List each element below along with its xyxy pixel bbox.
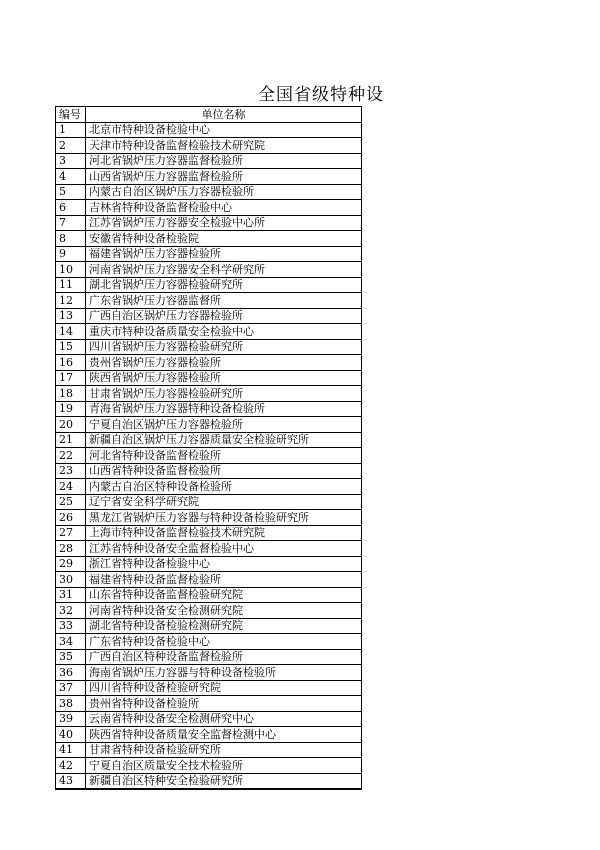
table-row: [56, 401, 362, 417]
row-number-cell: 10: [56, 262, 86, 278]
row-number-cell: 7: [56, 215, 86, 231]
table-row: [56, 308, 362, 324]
institution-name-cell: 湖北省特种设备检验检测研究院: [86, 618, 362, 634]
institution-name-cell: 福建省锅炉压力容器检验所: [86, 246, 362, 262]
row-number-cell: 3: [56, 153, 86, 169]
table-row: [56, 494, 362, 510]
row-number-cell: 25: [56, 494, 86, 510]
row-number-cell: 33: [56, 618, 86, 634]
table-row: [56, 417, 362, 433]
table-row: [56, 432, 362, 448]
institution-name-cell: 青海省锅炉压力容器特种设备检验所: [86, 401, 362, 417]
table-row: [56, 246, 362, 262]
row-number-cell: 19: [56, 401, 86, 417]
table-row: [56, 231, 362, 247]
row-number-cell: 28: [56, 541, 86, 557]
table-row: [56, 200, 362, 216]
table-row: [56, 122, 362, 138]
institution-table: [55, 106, 362, 790]
row-number-cell: 9: [56, 246, 86, 262]
table-row: [56, 649, 362, 665]
row-number-cell: 36: [56, 665, 86, 681]
institution-name-cell: 天津市特种设备监督检验技术研究院: [86, 138, 362, 154]
table-row: [56, 556, 362, 572]
institution-name-cell: 贵州省特种设备检验所: [86, 696, 362, 712]
table-row: [56, 665, 362, 681]
row-number-cell: 24: [56, 479, 86, 495]
row-number-cell: 41: [56, 742, 86, 758]
table-row: [56, 541, 362, 557]
institution-name-cell: 山西省锅炉压力容器监督检验所: [86, 169, 362, 185]
table-body: [56, 122, 362, 789]
row-number-cell: 15: [56, 339, 86, 355]
row-number-cell: 13: [56, 308, 86, 324]
institution-name-cell: 宁夏自治区质量安全技术检验所: [86, 758, 362, 774]
institution-name-cell: 四川省特种设备检验研究院: [86, 680, 362, 696]
table-row: [56, 169, 362, 185]
institution-name-cell: 浙江省特种设备检验中心: [86, 556, 362, 572]
row-number-cell: 43: [56, 773, 86, 789]
institution-name-cell: 江苏省锅炉压力容器安全检验中心所: [86, 215, 362, 231]
row-number-cell: 21: [56, 432, 86, 448]
table-row: [56, 773, 362, 789]
row-number-cell: 34: [56, 634, 86, 650]
institution-name-cell: 内蒙古自治区特种设备检验所: [86, 479, 362, 495]
institution-name-cell: 安徽省特种设备检验院: [86, 231, 362, 247]
table-row: [56, 215, 362, 231]
institution-name-cell: 福建省特种设备监督检验所: [86, 572, 362, 588]
table-row: [56, 138, 362, 154]
institution-name-cell: 河北省特种设备监督检验所: [86, 448, 362, 464]
institution-name-cell: 甘肃省特种设备检验研究所: [86, 742, 362, 758]
column-header-name: 单位名称: [86, 107, 362, 123]
row-number-cell: 37: [56, 680, 86, 696]
table-row: [56, 262, 362, 278]
table-row: [56, 324, 362, 340]
institution-name-cell: 湖北省锅炉压力容器检验研究所: [86, 277, 362, 293]
table-row: [56, 618, 362, 634]
institution-name-cell: 贵州省锅炉压力容器检验所: [86, 355, 362, 371]
table-row: [56, 742, 362, 758]
institution-name-cell: 吉林省特种设备监督检验中心: [86, 200, 362, 216]
institution-name-cell: 陕西省锅炉压力容器检验所: [86, 370, 362, 386]
table-row: [56, 758, 362, 774]
table-row: [56, 479, 362, 495]
row-number-cell: 30: [56, 572, 86, 588]
row-number-cell: 6: [56, 200, 86, 216]
table-row: [56, 634, 362, 650]
institution-name-cell: 甘肃省锅炉压力容器检验研究所: [86, 386, 362, 402]
row-number-cell: 38: [56, 696, 86, 712]
institution-name-cell: 黑龙江省锅炉压力容器与特种设备检验研究所: [86, 510, 362, 526]
row-number-cell: 14: [56, 324, 86, 340]
row-number-cell: 8: [56, 231, 86, 247]
institution-name-cell: 海南省锅炉压力容器与特种设备检验所: [86, 665, 362, 681]
institution-name-cell: 河北省锅炉压力容器监督检验所: [86, 153, 362, 169]
row-number-cell: 32: [56, 603, 86, 619]
table-header-row: [56, 107, 362, 123]
table-row: [56, 711, 362, 727]
institution-name-cell: 四川省锅炉压力容器检验研究所: [86, 339, 362, 355]
table-row: [56, 293, 362, 309]
table-row: [56, 463, 362, 479]
row-number-cell: 42: [56, 758, 86, 774]
institution-name-cell: 河南省特种设备安全检测研究院: [86, 603, 362, 619]
institution-name-cell: 内蒙古自治区锅炉压力容器检验所: [86, 184, 362, 200]
table-row: [56, 603, 362, 619]
institution-name-cell: 河南省锅炉压力容器安全科学研究所: [86, 262, 362, 278]
table-row: [56, 339, 362, 355]
institution-name-cell: 云南省特种设备安全检测研究中心: [86, 711, 362, 727]
row-number-cell: 16: [56, 355, 86, 371]
institution-name-cell: 山西省特种设备监督检验所: [86, 463, 362, 479]
table-row: [56, 370, 362, 386]
table-row: [56, 386, 362, 402]
institution-name-cell: 重庆市特种设备质量安全检验中心: [86, 324, 362, 340]
row-number-cell: 40: [56, 727, 86, 743]
table-row: [56, 277, 362, 293]
row-number-cell: 27: [56, 525, 86, 541]
table-row: [56, 525, 362, 541]
institution-name-cell: 宁夏自治区锅炉压力容器检验所: [86, 417, 362, 433]
institution-name-cell: 广东省特种设备检验中心: [86, 634, 362, 650]
row-number-cell: 17: [56, 370, 86, 386]
row-number-cell: 29: [56, 556, 86, 572]
row-number-cell: 12: [56, 293, 86, 309]
institution-name-cell: 辽宁省安全科学研究院: [86, 494, 362, 510]
table-row: [56, 448, 362, 464]
institution-name-cell: 江苏省特种设备安全监督检验中心: [86, 541, 362, 557]
row-number-cell: 18: [56, 386, 86, 402]
page-title: 全国省级特种设: [258, 85, 384, 105]
table-row: [56, 587, 362, 603]
row-number-cell: 23: [56, 463, 86, 479]
row-number-cell: 5: [56, 184, 86, 200]
row-number-cell: 1: [56, 122, 86, 138]
institution-name-cell: 山东省特种设备监督检验研究院: [86, 587, 362, 603]
column-header-number: 编号: [56, 107, 86, 123]
row-number-cell: 26: [56, 510, 86, 526]
row-number-cell: 2: [56, 138, 86, 154]
table-row: [56, 184, 362, 200]
institution-name-cell: 新疆自治区锅炉压力容器质量安全检验研究所: [86, 432, 362, 448]
institution-name-cell: 广西自治区特种设备监督检验所: [86, 649, 362, 665]
institution-name-cell: 广东省锅炉压力容器监督所: [86, 293, 362, 309]
row-number-cell: 35: [56, 649, 86, 665]
row-number-cell: 11: [56, 277, 86, 293]
table-row: [56, 727, 362, 743]
table-row: [56, 572, 362, 588]
institution-name-cell: 陕西省特种设备质量安全监督检测中心: [86, 727, 362, 743]
row-number-cell: 20: [56, 417, 86, 433]
table-row: [56, 510, 362, 526]
table-row: [56, 153, 362, 169]
row-number-cell: 22: [56, 448, 86, 464]
institution-name-cell: 新疆自治区特种安全检验研究所: [86, 773, 362, 789]
row-number-cell: 39: [56, 711, 86, 727]
row-number-cell: 4: [56, 169, 86, 185]
institution-name-cell: 北京市特种设备检验中心: [86, 122, 362, 138]
row-number-cell: 31: [56, 587, 86, 603]
institution-name-cell: 广西自治区锅炉压力容器检验所: [86, 308, 362, 324]
table-row: [56, 696, 362, 712]
institution-name-cell: 上海市特种设备监督检验技术研究院: [86, 525, 362, 541]
table-row: [56, 680, 362, 696]
table-row: [56, 355, 362, 371]
